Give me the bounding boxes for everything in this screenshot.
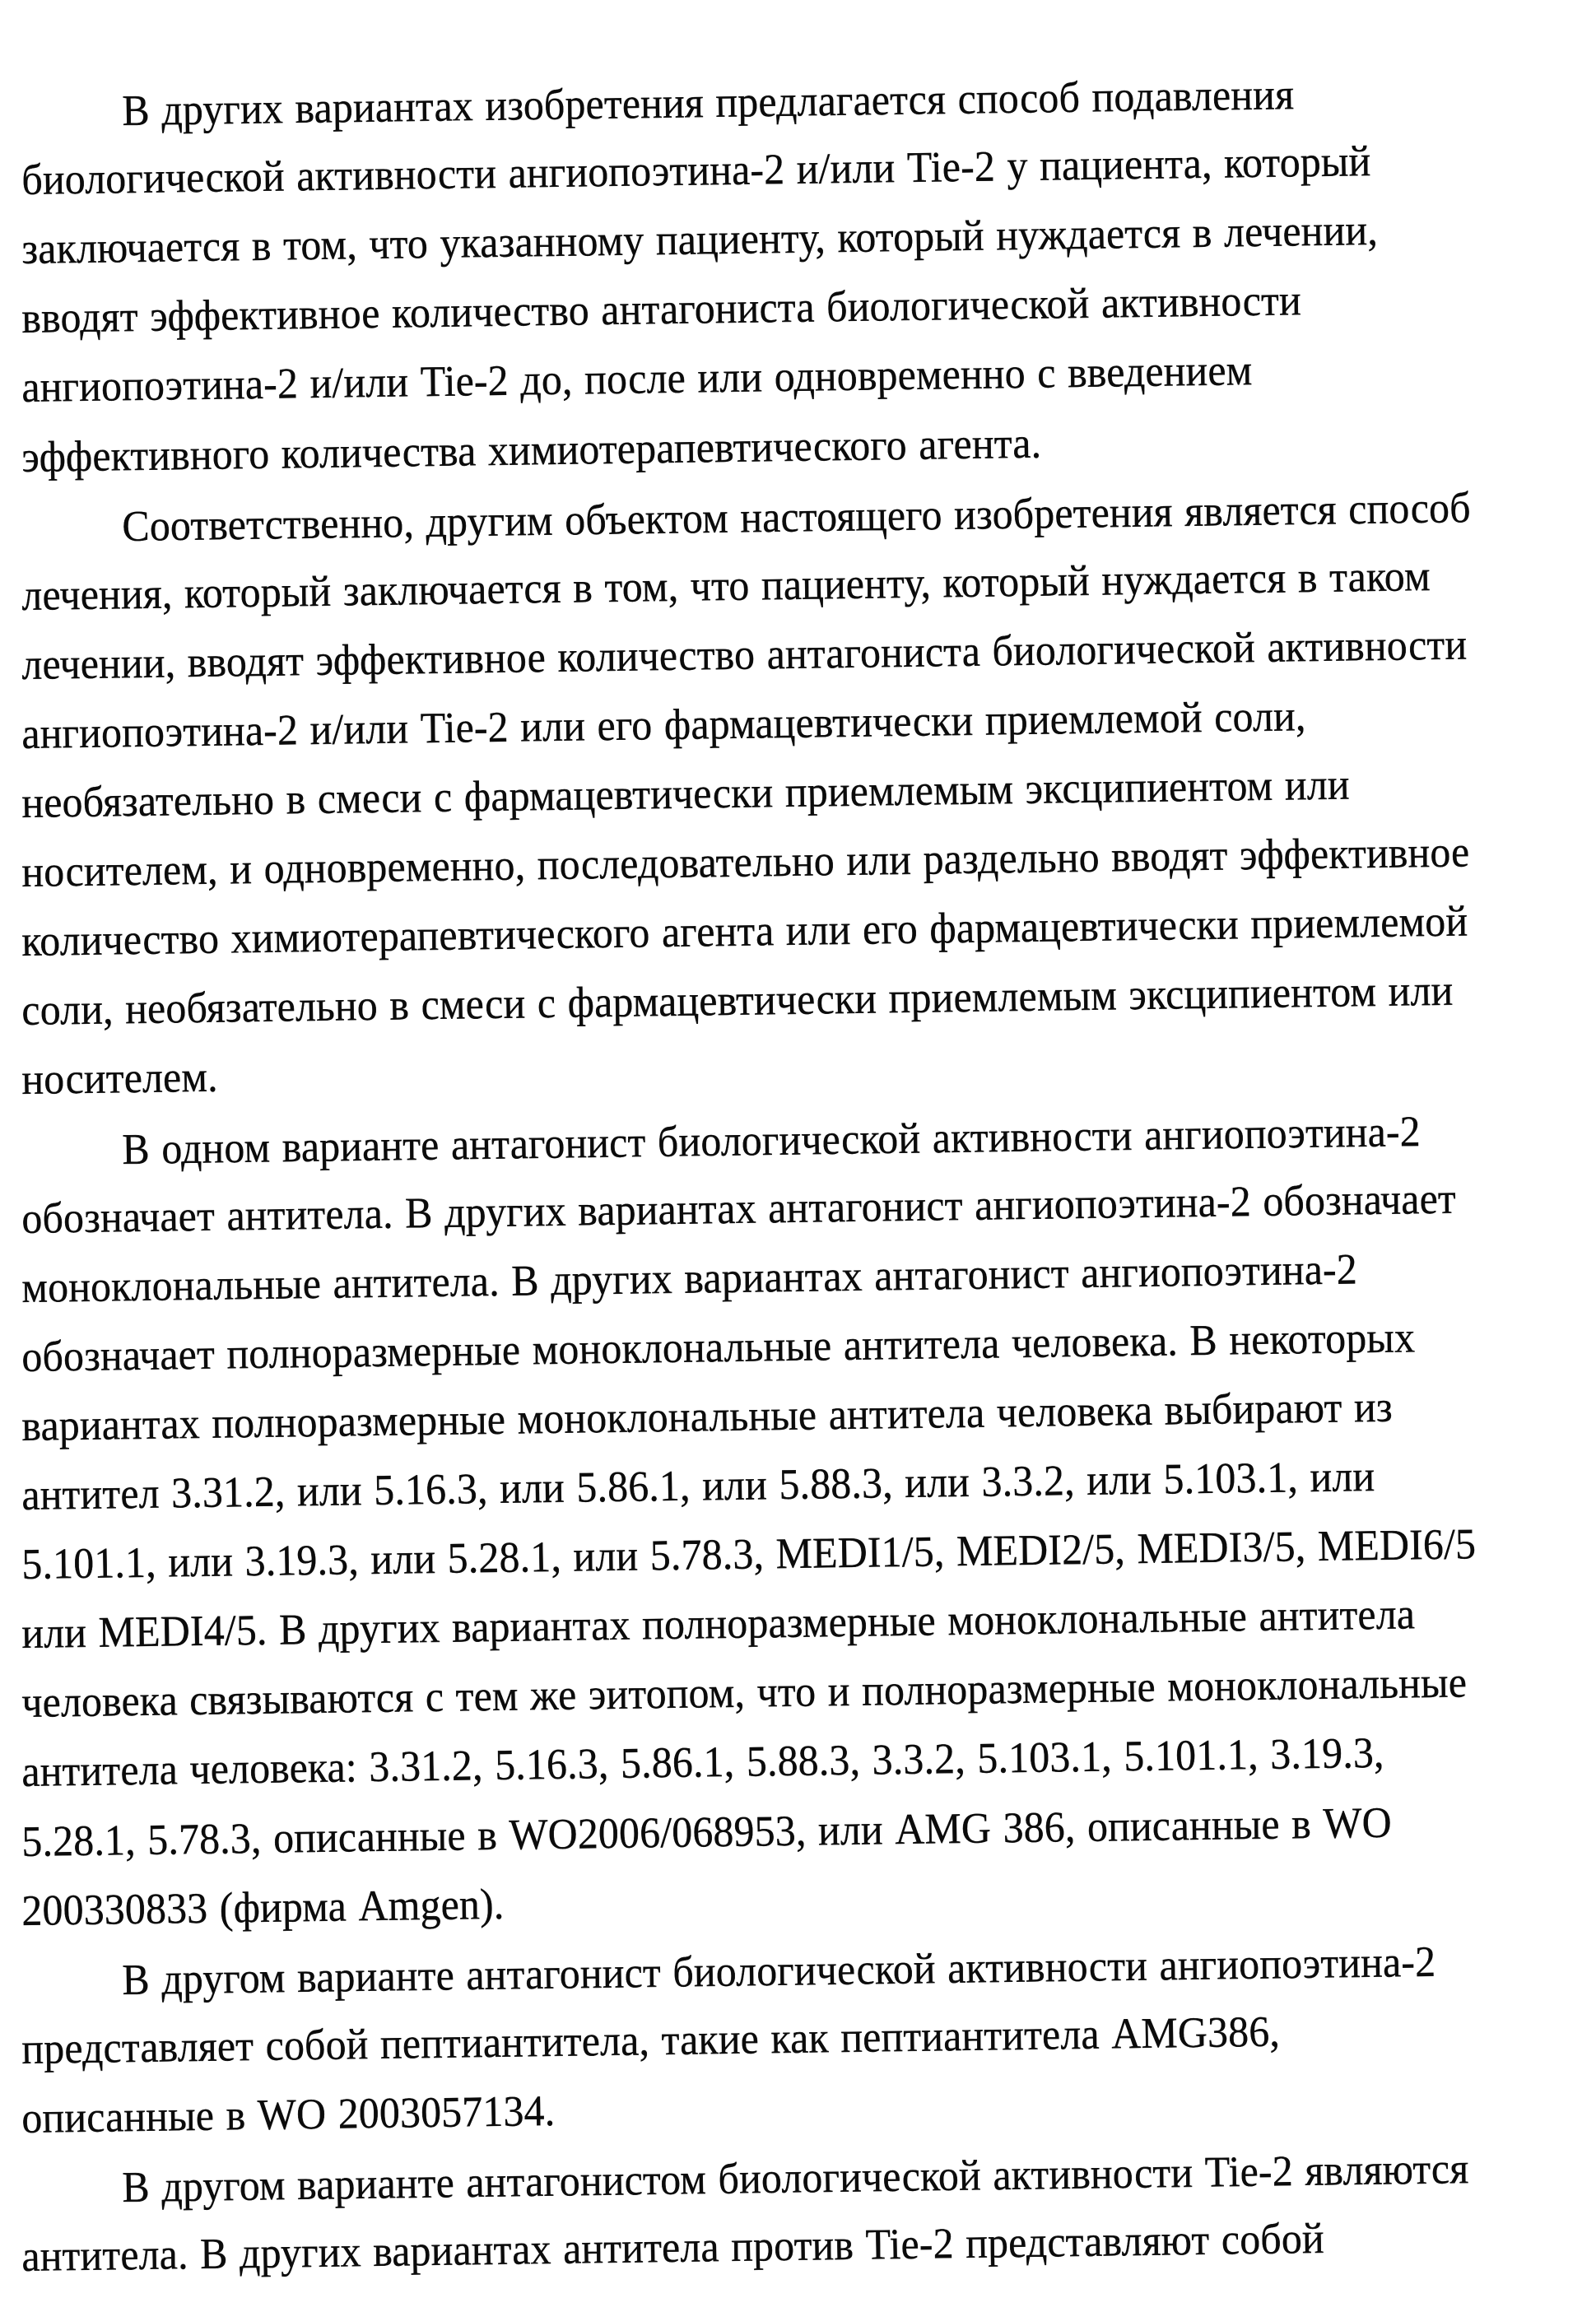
- text-line: ангиопоэтина-2 и/или Tie-2 или его фармацевтически приемлемой соли,: [21, 692, 1306, 758]
- text-line: представляет собой пептиантитела, такие как пептиантитела AMG386,: [21, 2007, 1281, 2073]
- text-line: В одном варианте антагонист биологической активности ангиопоэтина-2: [122, 1107, 1422, 1174]
- text-line: обозначает антитела. В других вариантах антагонист ангиопоэтина-2 обозначает: [21, 1175, 1457, 1243]
- text-line: В другом варианте антагонист биологической активности ангиопоэтина-2: [122, 1937, 1436, 2004]
- text-line: 5.28.1, 5.78.3, описанные в WO2006/068953, или AMG 386, описанные в WO: [21, 1798, 1393, 1866]
- text-line: антитела. В других вариантах антитела против Tie-2 представляют собой: [21, 2214, 1325, 2281]
- text-line: антител 3.31.2, или 5.16.3, или 5.86.1, или 5.88.3, или 3.3.2, или 5.103.1, или: [21, 1453, 1375, 1519]
- text-line: 200330833 (фирма Amgen).: [21, 1880, 505, 1935]
- text-line: необязательно в смеси с фармацевтически приемлемым эксципиентом или: [21, 761, 1351, 827]
- text-line: ангиопоэтина-2 и/или Tie-2 до, после или одновременно с введением: [21, 347, 1253, 412]
- text-line: носителем.: [21, 1053, 219, 1104]
- text-line: соли, необязательно в смеси с фармацевтически приемлемым эксципиентом или: [21, 966, 1454, 1035]
- text-line: антитела человека: 3.31.2, 5.16.3, 5.86.1, 5.88.3, 3.3.2, 5.103.1, 5.101.1, 3.19.3,: [21, 1728, 1384, 1796]
- text-line: человека связываются с тем же эитопом, что и полноразмерные моноклональные: [21, 1658, 1468, 1727]
- text-line: 5.101.1, или 3.19.3, или 5.28.1, или 5.78.3, MEDI1/5, MEDI2/5, MEDI3/5, MEDI6/5: [21, 1520, 1477, 1589]
- text-line: количество химиотерапевтического агента или его фармацевтически приемлемой: [21, 897, 1468, 965]
- text-line: заключается в том, что указанному пациенту, который нуждается в лечении,: [21, 206, 1379, 273]
- text-line: описанные в WO 2003057134.: [21, 2086, 556, 2142]
- text-line: носителем, и одновременно, последовательно или раздельно вводят эффективное: [21, 828, 1470, 896]
- text-line: В другом варианте антагонистом биологической активности Tie-2 являются: [122, 2145, 1469, 2212]
- text-line: лечении, вводят эффективное количество антагониста биологической активности: [21, 621, 1468, 689]
- text-line: эффективного количества химиотерапевтического агента.: [21, 419, 1042, 481]
- text-line: лечения, который заключается в том, что пациенту, который нуждается в таком: [21, 552, 1431, 620]
- text-line: или MEDI4/5. В других вариантах полноразмерные моноклональные антитела: [21, 1590, 1416, 1658]
- text-line: вводят эффективное количество антагониста биологической активности: [21, 277, 1302, 342]
- text-line: биологической активности ангиопоэтина-2 и/или Tie-2 у пациента, который: [21, 137, 1371, 204]
- text-line: моноклональные антитела. В других вариантах антагонист ангиопоэтина-2: [21, 1245, 1358, 1312]
- text-line: вариантах полноразмерные моноклональные антитела человека выбирают из: [21, 1383, 1394, 1450]
- text-line: В других вариантах изобретения предлагается способ подавления: [122, 71, 1295, 135]
- text-line: Соответственно, другим объектом настоящего изобретения является способ: [122, 484, 1472, 551]
- text-line: обозначает полноразмерные моноклональные антитела человека. В некоторых: [21, 1314, 1416, 1381]
